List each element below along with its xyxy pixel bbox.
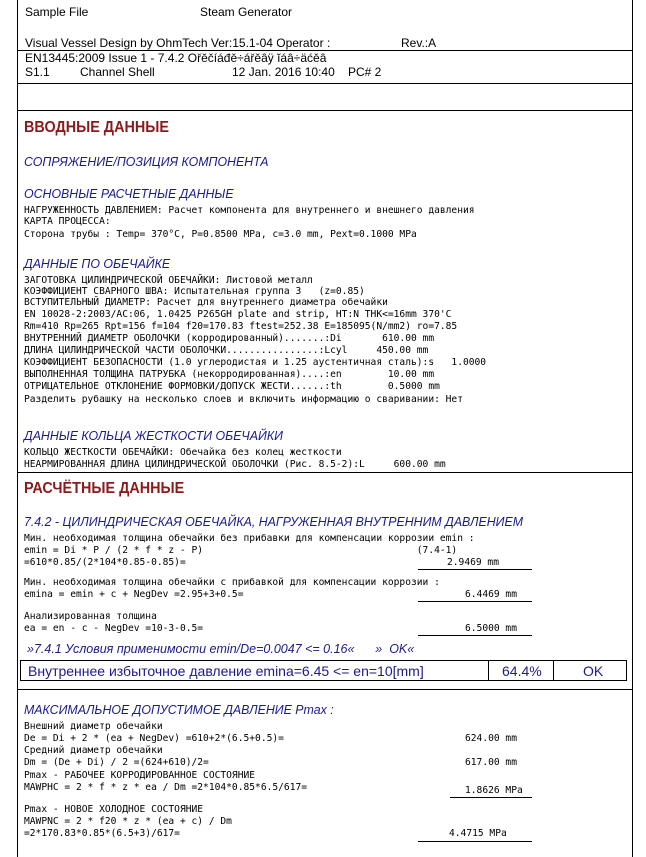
de-value: 624.00 mm bbox=[465, 733, 517, 744]
frame-right-border bbox=[632, 0, 633, 857]
result-percentage: 64.4% bbox=[502, 663, 542, 679]
result-divider-1 bbox=[488, 660, 489, 681]
emina-underline bbox=[418, 601, 532, 602]
shell-data-line-3: ВСТУПИТЕЛЬНЫЙ ДИАМЕТР: Расчет для внутреннего диаметра обечайки bbox=[24, 297, 388, 308]
header-bottom-line bbox=[17, 83, 632, 84]
pmax-title: МАКСИМАЛЬНОЕ ДОПУСТИМОЕ ДАВЛЕНИЕ Pmax : bbox=[24, 702, 334, 717]
component-position-title: СОПРЯЖЕНИЕ/ПОЗИЦИЯ КОМПОНЕНТА bbox=[24, 154, 269, 169]
ea-line-1: Анализированная толщина bbox=[24, 611, 157, 622]
result-ok: OK bbox=[583, 663, 604, 679]
shell-data-title: ДАННЫЕ ПО ОБЕЧАЙКЕ bbox=[24, 256, 171, 271]
ea-underline bbox=[418, 635, 532, 636]
pmax-line-4: Dm = (De + Di) / 2 =(624+610)/2= bbox=[24, 757, 209, 768]
emina-line-2: emina = emin + c + NegDev =2.95+3+0.5= bbox=[24, 589, 244, 600]
revision-label: Rev.:A bbox=[401, 36, 437, 50]
pmax-section-divider bbox=[17, 689, 632, 690]
shell-data-line-8: КОЭФФИЦИЕНТ БЕЗОПАСНОСТИ (1.0 углеродистая и 1.25 аустентичная сталь):s 1.0000 bbox=[24, 357, 487, 368]
applicability-check: »7.4.1 Условия применимости emin/De=0.0047 <= 0.16« » OK« bbox=[27, 642, 415, 656]
standard-reference: EN13445:2009 Issue 1 - 7.4.2 Ořěčíáđě÷ářěâÿ ĭáâ÷äćěâ bbox=[25, 51, 327, 65]
basic-design-line-2: КАРТА ПРОЦЕССА: bbox=[24, 216, 111, 227]
calc-subsection-title: 7.4.2 - ЦИЛИНДРИЧЕСКАЯ ОБЕЧАЙКА, НАГРУЖЕННАЯ ВНУТРЕННИМ ДАВЛЕНИЕМ bbox=[24, 514, 524, 529]
shell-data-line-4: EN 10028-2:2003/AC:06, 1.0425 P265GH plate and strip, HT:N THK<=16mm 370'C bbox=[24, 309, 452, 320]
section-name: Channel Shell bbox=[80, 65, 155, 79]
pmax-line-7: Pmax - НОВОЕ ХОЛОДНОЕ СОСТОЯНИЕ bbox=[24, 804, 204, 815]
header-bottom-line-2 bbox=[17, 110, 632, 111]
emina-line-1: Мин. необходимая толщина обечайки с прибавкой для компенсации коррозии : bbox=[24, 577, 440, 588]
basic-design-line-1: НАГРУЖЕННОСТЬ ДАВЛЕНИЕМ: Расчет компонента для внутреннего и внешнего давления bbox=[24, 205, 475, 216]
sample-file-label: Sample File bbox=[25, 5, 89, 19]
section-id: S1.1 bbox=[25, 65, 50, 79]
shell-data-line-7: ДЛИНА ЦИЛИНДРИЧЕСКОЙ ЧАСТИ ОБОЛОЧКИ................:Lcyl 450.00 mm bbox=[24, 345, 429, 356]
project-name: Steam Generator bbox=[200, 5, 293, 19]
pmax-line-9: =2*170.83*0.85*(6.5+3)/617= bbox=[24, 828, 180, 839]
report-date: 12 Jan. 2016 10:40 bbox=[232, 65, 335, 79]
ea-line-2: ea = en - c - NegDev =10-3-0.5= bbox=[24, 623, 204, 634]
pmax-line-5: Pmax - РАБОЧЕЕ КОРРОДИРОВАННОЕ СОСТОЯНИЕ bbox=[24, 770, 256, 781]
emin-underline bbox=[418, 569, 532, 570]
pmax-line-6: MAWPHC = 2 * f * z * ea / Dm =2*104*0.85*6.5/617= bbox=[24, 782, 308, 793]
pmax-line-1: Внешний диаметр обечайки bbox=[24, 721, 163, 732]
basic-design-line-3: Сторона трубы : Temp= 370°C, P=0.8500 MPa, c=3.0 mm, Pext=0.1000 MPa bbox=[24, 229, 417, 240]
pmax-line-2: De = Di + 2 * (ea + NegDev) =610+2*(6.5+0.5)= bbox=[24, 733, 284, 744]
emin-line-3: =610*0.85/(2*104*0.85-0.85)= bbox=[24, 557, 186, 568]
calc-section-divider bbox=[17, 472, 632, 473]
stiffener-line-2: НЕАРМИРОВАННАЯ ДЛИНА ЦИЛИНДРИЧЕСКОЙ ОБОЛОЧКИ (Рис. 8.5-2):L 600.00 mm bbox=[24, 459, 446, 470]
shell-data-line-5: Rm=410 Rp=265 Rpt=156 f=104 f20=170.83 ftest=252.38 E=185095(N/mm2) ro=7.85 bbox=[24, 321, 458, 332]
basic-design-data-title: ОСНОВНЫЕ РАСЧЕТНЫЕ ДАННЫЕ bbox=[24, 186, 234, 201]
stiffener-line-1: КОЛЬЦО ЖЕСТКОСТИ ОБЕЧАЙКИ: Обечайка без колец жесткости bbox=[24, 447, 342, 458]
shell-data-line-1: ЗАГОТОВКА ЦИЛИНДРИЧЕСКОЙ ОБЕЧАЙКИ: Листовой металл bbox=[24, 275, 313, 286]
result-text: Внутреннее избыточное давление emina=6.45 <= en=10[mm] bbox=[28, 663, 424, 679]
result-divider-2 bbox=[553, 660, 554, 681]
calc-data-title: РАСЧЁТНЫЕ ДАННЫЕ bbox=[24, 480, 185, 497]
shell-data-line-11: Разделить рубашку на несколько слоев и включить информацию о сваривании: Нет bbox=[24, 394, 463, 405]
emina-value: 6.4469 mm bbox=[465, 589, 517, 600]
stiffener-ring-title: ДАННЫЕ КОЛЬЦА ЖЕСТКОСТИ ОБЕЧАЙКИ bbox=[24, 428, 283, 443]
pc-number: PC# 2 bbox=[348, 65, 382, 79]
emin-line-1: Мин. необходимая толщина обечайки без прибавки для компенсации коррозии emin : bbox=[24, 533, 475, 544]
ea-value: 6.5000 mm bbox=[465, 623, 517, 634]
shell-data-line-10: ОТРИЦАТЕЛЬНОЕ ОТКЛОНЕНИЕ ФОРМОВКИ/ДОПУСК ЖЕСТИ......:th 0.5000 mm bbox=[24, 381, 440, 392]
frame-left-border bbox=[17, 0, 18, 857]
shell-data-line-6: ВНУТРЕННИЙ ДИАМЕТР ОБОЛОЧКИ (корродированный).......:Di 610.00 mm bbox=[24, 333, 435, 344]
software-info: Visual Vessel Design by OhmTech Ver:15.1-04 Operator : bbox=[25, 36, 331, 50]
mawphc-value: 1.8626 MPa bbox=[465, 785, 523, 796]
input-data-title: ВВОДНЫЕ ДАННЫЕ bbox=[24, 119, 169, 136]
pmax-line-3: Средний диаметр обечайки bbox=[24, 745, 163, 756]
mawpnc-underline bbox=[418, 841, 532, 842]
shell-data-line-2: КОЭФФИЦИЕНТ СВАРНОГО ШВА: Испытательная группа 3 (z=0.85) bbox=[24, 286, 365, 297]
emin-line-2: emin = Di * P / (2 * f * z - P) (7.4-1) bbox=[24, 545, 458, 556]
mawpnc-value: 4.4715 MPa bbox=[449, 828, 507, 839]
emin-value: 2.9469 mm bbox=[447, 557, 499, 568]
shell-data-line-9: ВЫПОЛНЕННАЯ ТОЛЩИНА ПАТРУБКА (некорродированная)....:en 10.00 mm bbox=[24, 369, 435, 380]
dm-value: 617.00 mm bbox=[465, 757, 517, 768]
pmax-line-8: MAWPNC = 2 * f20 * z * (ea + c) / Dm bbox=[24, 816, 232, 827]
mawphc-underline bbox=[450, 797, 532, 798]
